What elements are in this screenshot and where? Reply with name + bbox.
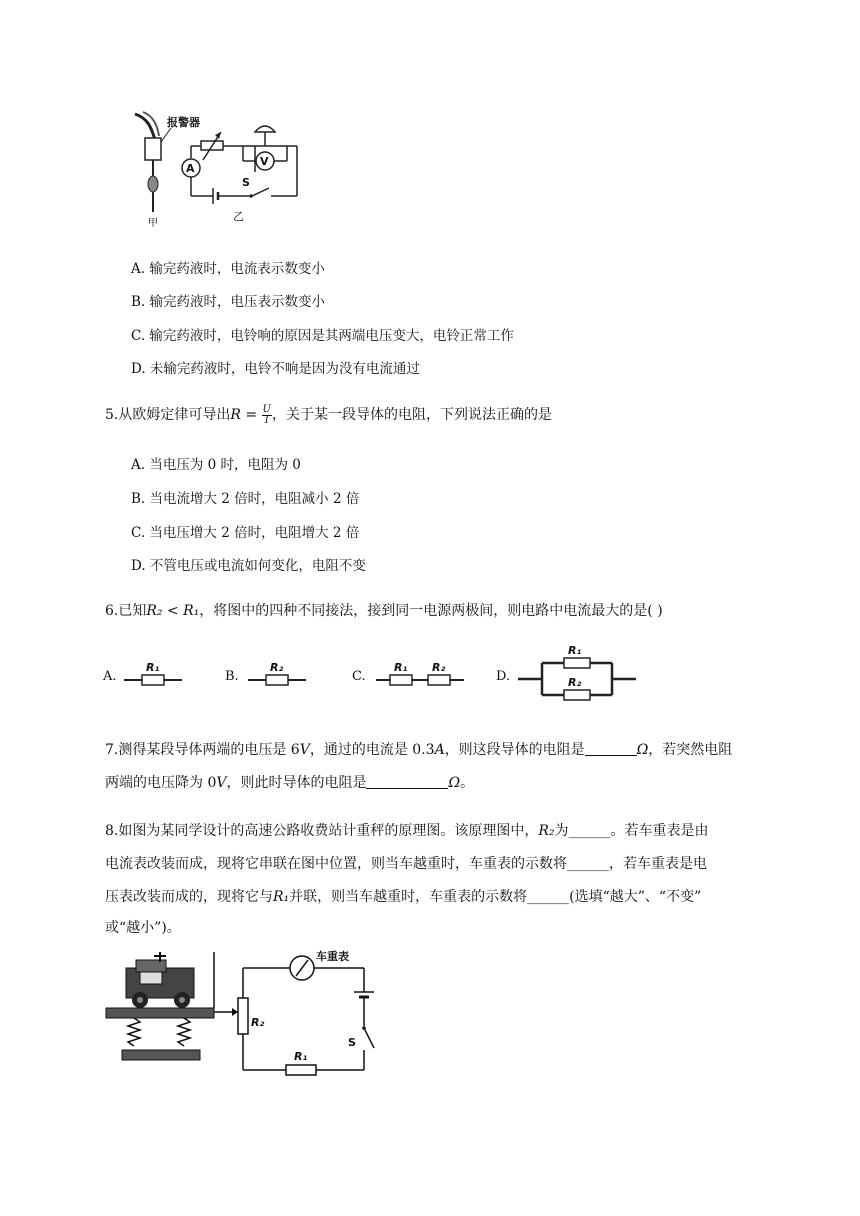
q5-stem <box>105 404 552 426</box>
truck-scale-figure <box>104 948 380 1078</box>
q7-line2-tail: 。 <box>460 775 475 791</box>
q5-option-a: A. 当电压为 0 时，电阻为 0 <box>131 457 301 473</box>
q6-stem-suffix: ，将图中的四种不同接法，接到同一电源两极间，则电路中电流最大的是( ) <box>199 603 663 619</box>
q7-line1-tail: ，若突然电阻 <box>648 742 733 758</box>
q6-option-a-figure <box>122 658 184 692</box>
q4-option-b: B. 输完药液时，电压表示数变小 <box>131 294 326 310</box>
q6-stem-prefix: 6.已知 <box>105 603 147 619</box>
bell-icon <box>255 126 275 132</box>
q4-option-c: C. 输完药液时，电铃响的原因是其两端电压变大，电铃正常工作 <box>131 328 514 344</box>
q6-stem <box>105 600 663 620</box>
q6-d-r2-label: R₂ <box>568 676 582 689</box>
q6-option-a-label: A. <box>103 669 117 684</box>
q5-stem-suffix: ，关于某一段导体的电阻，下列说法正确的是 <box>271 407 552 423</box>
alarm-label: 报警器 <box>167 116 200 129</box>
q8-line3-prefix: 压表改装而成的，现将它与 <box>105 889 273 905</box>
q6-option-b-figure <box>246 658 308 692</box>
q8-line1-blank[interactable]: ______ <box>568 823 611 839</box>
alarm-circuit-figure <box>125 106 305 228</box>
q7-unit-ohm-2: Ω <box>448 775 461 791</box>
voltmeter-label: V <box>260 155 269 168</box>
q8-line1-mid: 为 <box>554 823 569 839</box>
q7-line-1 <box>105 739 732 759</box>
q6-d-r1-label: R₁ <box>568 644 582 657</box>
q6-c-r2-label: R₂ <box>432 661 446 674</box>
q8-r1: R₁ <box>273 889 290 905</box>
q6-option-c-label: C. <box>352 669 366 684</box>
q7-line-2 <box>105 772 474 792</box>
fig-r2-label: R₂ <box>251 1016 265 1029</box>
fig-a-label: 甲 <box>148 218 158 228</box>
q5-formula-lhs: R <box>230 407 241 423</box>
q5-stem-prefix: 5.从欧姆定律可导出 <box>105 407 231 423</box>
q8-line-3 <box>105 886 701 906</box>
q6-option-c-figure <box>374 658 466 692</box>
ammeter-label: A <box>186 162 195 175</box>
q6-b-r2-label: R₂ <box>270 661 284 674</box>
fig-b-label: 乙 <box>233 210 244 223</box>
q7-line1-suffix: ，则这段导体的电阻是 <box>444 742 585 758</box>
q7-blank-2[interactable] <box>366 774 448 789</box>
q7-unit-v: V <box>299 742 310 758</box>
q5-formula-den: I <box>264 414 269 426</box>
q5-formula-fraction <box>262 405 272 426</box>
q5-option-b: B. 当电流增大 2 倍时，电阻减小 2 倍 <box>131 491 360 507</box>
q4-option-d: D. 未输完药液时，电铃不响是因为没有电流通过 <box>131 361 420 377</box>
fig-meter-label: 车重表 <box>316 950 349 963</box>
q4-option-a: A. 输完药液时，电流表示数变小 <box>131 261 325 277</box>
q8-line-1 <box>105 820 709 840</box>
q7-blank-1[interactable] <box>585 741 637 756</box>
q6-c-r1-label: R₁ <box>394 661 408 674</box>
q8-line1-prefix: 8.如图为某同学设计的高速公路收费站计重秤的原理图。该原理图中， <box>105 823 539 839</box>
q8-line3-suffix: 并联，则当车越重时，车重表的示数将______(选填“越大”、“不变” <box>289 889 702 905</box>
fig-switch-label: S <box>348 1036 356 1049</box>
q7-unit-ohm-1: Ω <box>636 742 649 758</box>
q5-formula-num: U <box>262 403 271 415</box>
q7-line2-mid: ，则此时导体的电阻是 <box>226 775 367 791</box>
q6-option-b-label: B. <box>225 669 239 684</box>
switch-label: S <box>242 176 250 189</box>
q8-r2: R₂ <box>538 823 555 839</box>
q6-option-d-figure <box>516 643 640 707</box>
q6-option-d-label: D. <box>496 669 511 684</box>
q7-line1-mid: ，通过的电流是 0.3 <box>309 742 435 758</box>
q8-line1-suffix: 。若车重表是由 <box>610 823 709 839</box>
q8-line-2: 电流表改装而成，现将它串联在图中位置，则当车越重时，车重表的示数将______，若车重表是电 <box>105 856 707 872</box>
fig-r1-label: R₁ <box>294 1050 308 1063</box>
q7-unit-v-2: V <box>216 775 227 791</box>
q8-line-4: 或“越小”)。 <box>105 920 181 936</box>
q7-unit-a: A <box>434 742 445 758</box>
q5-option-c: C. 当电压增大 2 倍时，电阻增大 2 倍 <box>131 525 360 541</box>
q5-option-d: D. 不管电压或电流如何变化，电阻不变 <box>131 558 366 574</box>
q6-a-r1-label: R₁ <box>146 661 160 674</box>
q7-line1-prefix: 7.测得某段导体两端的电压是 6 <box>105 742 300 758</box>
truck-icon <box>126 952 194 1008</box>
q6-condition: R₂ < R₁ <box>146 603 200 619</box>
q5-formula-eq: = <box>240 407 262 423</box>
q7-line2-prefix: 两端的电压降为 0 <box>105 775 217 791</box>
